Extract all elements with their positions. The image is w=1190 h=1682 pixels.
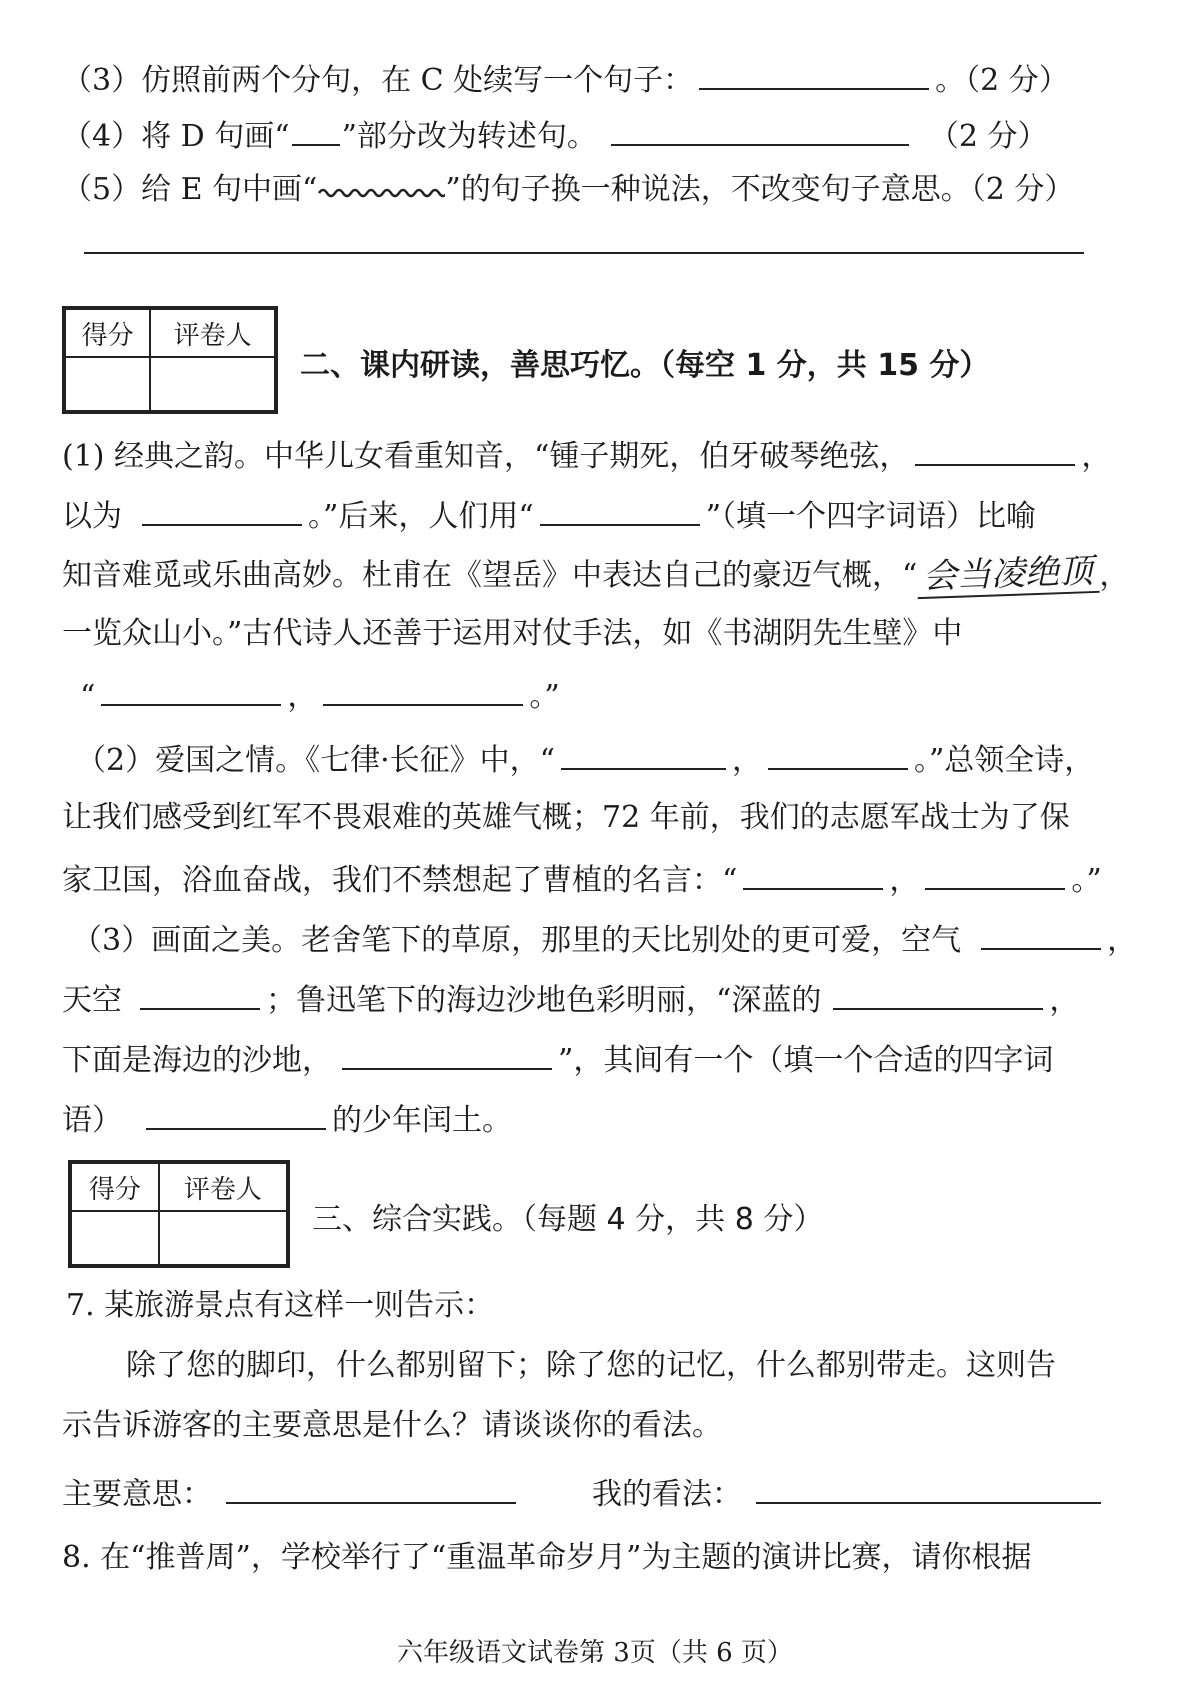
s2-p1-comma: ， xyxy=(287,679,318,714)
q7-notice-line2 xyxy=(62,1406,722,1446)
q3-answer-blank[interactable] xyxy=(699,58,929,90)
score-header: 得分 xyxy=(65,309,150,357)
q5-text-tail: ”的句子换一种说法，不改变句子意思。（2 分） xyxy=(445,172,1075,207)
grader-cell[interactable] xyxy=(159,1211,287,1265)
s2-p3-line2 xyxy=(62,978,1079,1021)
s2-p1-line2 xyxy=(62,494,1036,537)
score-cell[interactable] xyxy=(71,1211,159,1265)
s2-p1-text: 知音难觅或乐曲高妙。杜甫在《望岳》中表达自己的豪迈气概，“ xyxy=(62,558,918,593)
s2-p3-comma: ， xyxy=(1107,923,1138,958)
blank-bo-ya-1[interactable] xyxy=(915,434,1075,466)
q4-underline-mark xyxy=(292,114,340,146)
q7-notice-text: 示告诉游客的主要意思是什么？请谈谈你的看法。 xyxy=(62,1408,722,1443)
handwritten-answer[interactable]: 会当凌绝顶 xyxy=(917,551,1100,599)
q5-text: （5）给 E 句中画“ xyxy=(62,172,318,207)
s2-p1-line3 xyxy=(62,551,1130,597)
q4-score: （2 分） xyxy=(928,119,1048,154)
s2-p3-text: ”，其间有一个（填一个合适的四字词 xyxy=(558,1043,1054,1078)
s2-p2-text: （2）爱国之情。《七律·长征》中，“ xyxy=(76,743,555,778)
q7-intro xyxy=(66,1286,494,1326)
question-5 xyxy=(62,170,1074,210)
wavy-underline-mark xyxy=(317,179,445,203)
s2-p2-line3 xyxy=(62,858,1102,901)
s2-p2-line2 xyxy=(62,798,1070,838)
q4-text: （4）将 D 句画“ xyxy=(62,119,290,154)
q7-notice-text: 除了您的脚印，什么都别留下；除了您的记忆，什么都别带走。这则告 xyxy=(126,1348,1056,1383)
blank-deep-blue[interactable] xyxy=(833,978,1043,1010)
s2-p1-quote: “ xyxy=(80,679,96,714)
s2-p1-comma: ， xyxy=(1081,439,1112,474)
s2-p1-text: ”（填一个四字词语）比喻 xyxy=(705,499,1037,534)
q8-line1 xyxy=(62,1538,1032,1578)
s2-p3-line4 xyxy=(62,1098,512,1141)
s2-p1-comma: ， xyxy=(1099,558,1130,593)
s2-p2-text: 让我们感受到红军不畏艰难的英雄气概；72 年前，我们的志愿军战士为了保 xyxy=(62,800,1070,835)
blank-long-march-1[interactable] xyxy=(561,738,726,770)
s2-p1-text: 一览众山小。”古代诗人还善于运用对仗手法，如《书湖阴先生壁》中 xyxy=(62,616,963,651)
s2-p1-line5 xyxy=(80,674,560,717)
section-2-title: 二、课内研读，善思巧忆。（每空 1 分，共 15 分） xyxy=(300,348,990,383)
s2-p1-line1 xyxy=(62,434,1111,477)
q7-view-blank[interactable] xyxy=(756,1472,1101,1504)
s2-p2-line1 xyxy=(76,738,1094,781)
grader-cell[interactable] xyxy=(150,357,275,411)
s2-p2-comma: ， xyxy=(889,863,920,898)
score-cell[interactable] xyxy=(65,357,150,411)
blank-cao-zhi-2[interactable] xyxy=(925,858,1065,890)
blank-runtu[interactable] xyxy=(146,1098,326,1130)
blank-sky[interactable] xyxy=(140,978,260,1010)
question-3 xyxy=(62,58,1069,101)
q4-text-tail: ”部分改为转述句。 xyxy=(341,119,597,154)
q7-main-label: 主要意思： xyxy=(62,1477,212,1512)
s2-p3-text: ；鲁迅笔下的海边沙地色彩明丽，“深蓝的 xyxy=(266,983,822,1018)
s2-p1-line4 xyxy=(62,614,962,654)
s2-p3-text: 语） xyxy=(62,1103,122,1138)
s2-p3-text: 的少年闰土。 xyxy=(332,1103,512,1138)
q7-view-label: 我的看法： xyxy=(592,1477,742,1512)
blank-couplet-1[interactable] xyxy=(101,674,281,706)
q7-intro-text: 7. 某旅游景点有这样一则告示： xyxy=(66,1288,495,1323)
score-table-3 xyxy=(68,1160,290,1268)
blank-couplet-2[interactable] xyxy=(323,674,523,706)
q7-main-blank[interactable] xyxy=(226,1472,516,1504)
blank-bo-ya-2[interactable] xyxy=(142,494,302,526)
s2-p2-text: 。”总领全诗， xyxy=(913,743,1095,778)
blank-idiom[interactable] xyxy=(540,494,700,526)
s2-p2-comma: ， xyxy=(731,743,762,778)
s2-p2-text: 家卫国，浴血奋战，我们不禁想起了曹植的名言：“ xyxy=(62,863,738,898)
blank-cao-zhi-1[interactable] xyxy=(743,858,883,890)
s2-p1-quote-end: 。” xyxy=(529,679,560,714)
score-header: 得分 xyxy=(71,1163,159,1211)
q3-score: 。（2 分） xyxy=(935,63,1069,98)
page-footer: 六年级语文试卷第 3页（共 6 页） xyxy=(397,1638,793,1668)
question-4 xyxy=(62,114,1048,157)
q3-text: （3）仿照前两个分句，在 C 处续写一个句子： xyxy=(62,63,694,98)
q7-answers xyxy=(62,1472,1107,1515)
q7-notice-line1 xyxy=(126,1346,1056,1386)
s2-p3-text: 天空 xyxy=(62,983,122,1018)
s2-p1-text: 以为 xyxy=(62,499,122,534)
blank-long-march-2[interactable] xyxy=(768,738,908,770)
s2-p2-quote-end: 。” xyxy=(1071,863,1102,898)
q5-answer-line[interactable] xyxy=(84,252,1084,254)
q4-answer-blank[interactable] xyxy=(611,114,909,146)
s2-p3-text: （3）画面之美。老舍笔下的草原，那里的天比别处的更可爱，空气 xyxy=(72,923,962,958)
grader-header: 评卷人 xyxy=(150,309,275,357)
blank-sand[interactable] xyxy=(342,1038,552,1070)
s2-p3-comma: ， xyxy=(1049,983,1080,1018)
section-3-title: 三、综合实践。（每题 4 分，共 8 分） xyxy=(312,1202,824,1237)
blank-air[interactable] xyxy=(981,918,1101,950)
s2-p1-text: 。”后来，人们用“ xyxy=(308,499,534,534)
s2-p3-line3 xyxy=(62,1038,1053,1081)
grader-header: 评卷人 xyxy=(159,1163,287,1211)
score-table-2 xyxy=(62,306,278,414)
s2-p1-text: (1) 经典之韵。中华儿女看重知音，“锺子期死，伯牙破琴绝弦， xyxy=(62,439,910,474)
q8-text: 8. 在“推普周”，学校举行了“重温革命岁月”为主题的演讲比赛，请你根据 xyxy=(62,1540,1032,1575)
s2-p3-text: 下面是海边的沙地， xyxy=(62,1043,332,1078)
s2-p3-line1 xyxy=(72,918,1137,961)
